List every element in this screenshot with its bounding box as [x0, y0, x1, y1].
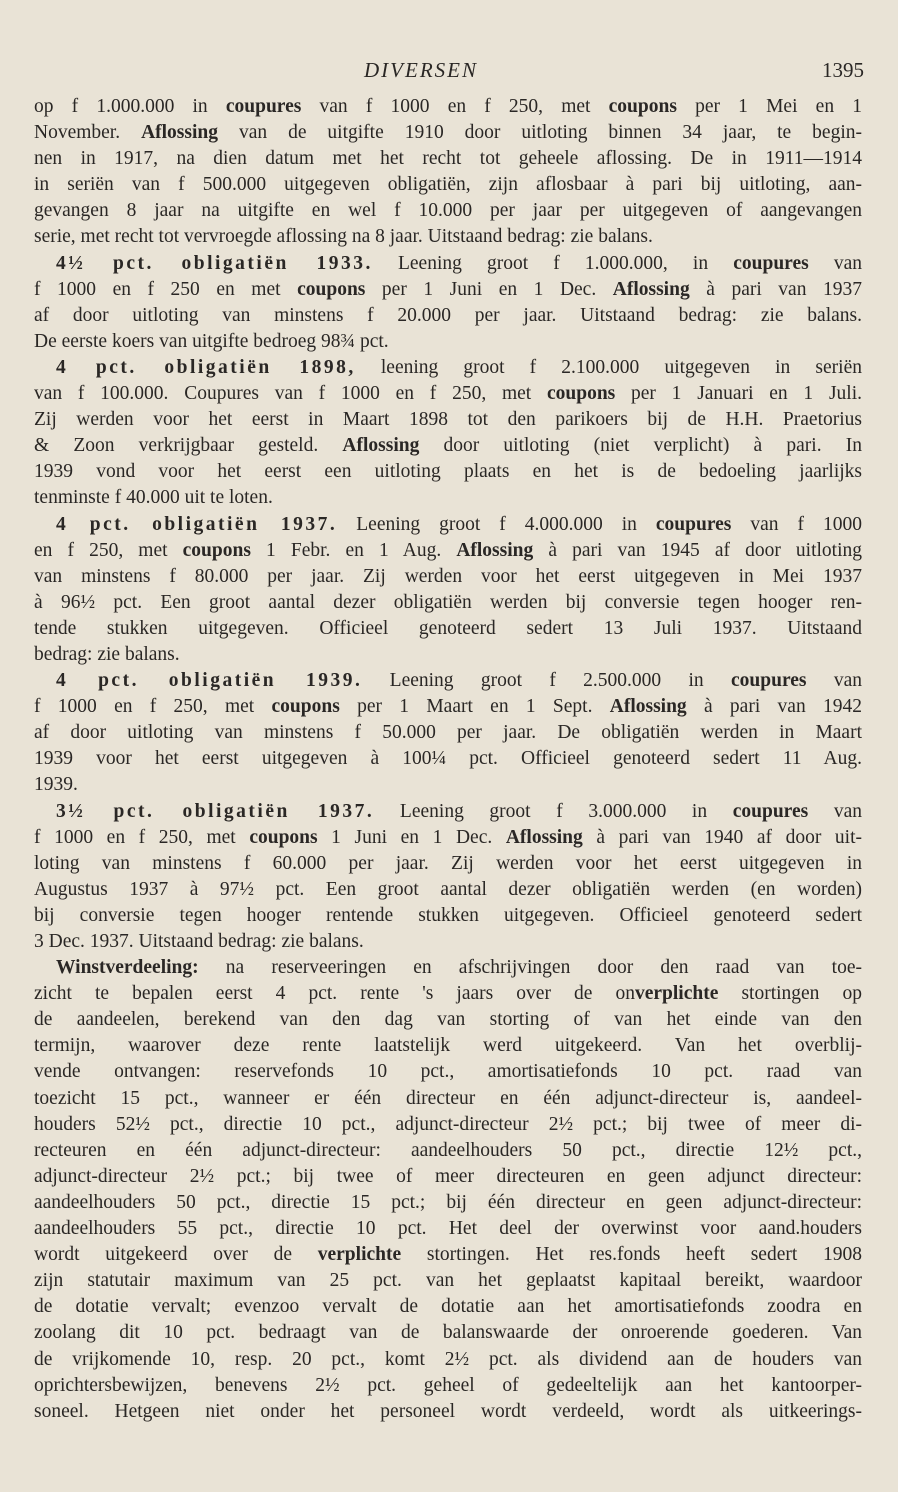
text-line: serie, met recht tot vervroegde aflossing na 8 jaar. Uitstaand bedrag: zie balans. [34, 226, 653, 248]
bold-keyword: Aflossing [141, 122, 218, 144]
section-heading: 4½ pct. obligatiën 1933. [56, 252, 373, 274]
text-line: de dotatie vervalt; evenzoo vervalt de dotatie aan het amortisatiefonds zoodra en [34, 1296, 862, 1318]
text-line: adjunct-directeur 2½ pct.; bij twee of meer directeuren en geen adjunct directeur: [34, 1165, 862, 1187]
text-line: loting van minstens f 60.000 per jaar. Zij werden voor het eerst uitgegeven in [34, 852, 862, 874]
bold-keyword: Aflossing [342, 435, 420, 457]
text-line: November. Aflossing van de uitgifte 1910 door uitloting binnen 34 jaar, te begin- [34, 122, 862, 144]
text-line: soneel. Hetgeen niet onder het personeel wordt verdeeld, wordt als uitkeerings- [34, 1400, 862, 1422]
bold-keyword: Winstverdeeling: [56, 957, 199, 979]
text-line: f 1000 en f 250, met coupons per 1 Maart en 1 Sept. Aflossing à pari van 1942 [34, 696, 862, 718]
text-line: 4 pct. obligatiën 1939. Leening groot f 2.500.000 in coupures van [56, 670, 862, 692]
text-line: en f 250, met coupons 1 Febr. en 1 Aug. Aflossing à pari van 1945 af door uitloting [34, 539, 862, 561]
text-line: 3½ pct. obligatiën 1937. Leening groot f 3.000.000 in coupures van [56, 800, 862, 822]
bold-keyword: coupons [608, 96, 677, 117]
bold-keyword: coupures [225, 96, 302, 117]
text-line: 4 pct. obligatiën 1898, leening groot f 2.100.000 uitgegeven in seriën [56, 356, 862, 378]
text-line: van f 100.000. Coupures van f 1000 en f 250, met coupons per 1 Januari en 1 Juli. [34, 383, 862, 405]
text-line: zijn statutair maximum van 25 pct. van het geplaatst kapitaal bereikt, waardoor [34, 1270, 862, 1292]
bold-keyword: coupures [731, 670, 807, 692]
text-line: in seriën van f 500.000 uitgegeven obligatiën, zijn aflosbaar à pari bij uitloting, aan- [34, 174, 862, 196]
text-line: af door uitloting van minstens f 20.000 per jaar. Uitstaand bedrag: zie balans. [34, 304, 862, 326]
body-text [34, 94, 862, 1425]
text-line: op f 1.000.000 in coupures van f 1000 en f 250, met coupons per 1 Mei en 1 [34, 96, 862, 117]
text-line: van minstens f 80.000 per jaar. Zij werden voor het eerst uitgegeven in Mei 1937 [34, 565, 862, 587]
text-line: 4½ pct. obligatiën 1933. Leening groot f 1.000.000, in coupures van [56, 252, 862, 274]
text-line: 1939. [34, 774, 78, 796]
text-line: Zij werden voor het eerst in Maart 1898 tot den parikoers bij de H.H. Praetorius [34, 409, 862, 431]
text-line: bij conversie tegen hooger rentende stukken uitgegeven. Officieel genoteerd sedert [34, 904, 862, 926]
section-heading: 4 pct. obligatiën 1939. [56, 670, 363, 692]
text-line: tende stukken uitgegeven. Officieel genoteerd sedert 13 Juli 1937. Uitstaand [34, 617, 862, 639]
bold-keyword: verplichte [634, 983, 719, 1005]
bold-keyword: verplichte [317, 1244, 402, 1266]
bold-keyword: coupons [546, 383, 616, 405]
text-line: recteuren en één adjunct-directeur: aandeelhouders 50 pct., directie 12½ pct., [34, 1139, 862, 1161]
bold-keyword: Aflossing [505, 826, 583, 848]
bold-keyword: coupures [732, 800, 809, 822]
text-line: f 1000 en f 250 en met coupons per 1 Juni en 1 Dec. Aflossing à pari van 1937 [34, 278, 862, 300]
text-line: zicht te bepalen eerst 4 pct. rente 's jaars over de onverplichte stortingen op [34, 983, 862, 1005]
text-line: de aandeelen, berekend van den dag van storting of van het einde van den [34, 1009, 862, 1031]
bold-keyword: coupons [271, 696, 340, 718]
bold-keyword: coupons [182, 539, 251, 561]
text-line: gevangen 8 jaar na uitgifte en wel f 10.000 per jaar per uitgegeven of aangevangen [34, 200, 862, 222]
text-line: de vrijkomende 10, resp. 20 pct., komt 2½ pct. als dividend aan de houders van [34, 1348, 862, 1370]
text-line: Winstverdeeling: na reserveeringen en afschrijvingen door den raad van toe- [56, 957, 862, 979]
text-line: wordt uitgekeerd over de verplichte stortingen. Het res.fonds heeft sedert 1908 [34, 1244, 862, 1266]
text-line: aandeelhouders 55 pct., directie 10 pct. Het deel der overwinst voor aand.houders [34, 1218, 862, 1240]
section-heading: 4 pct. obligatiën 1898, [56, 356, 356, 378]
bold-keyword: coupures [655, 513, 732, 535]
text-line: zoolang dit 10 pct. bedraagt van de balanswaarde der onroerende goederen. Van [34, 1322, 862, 1344]
bold-keyword: coupures [733, 252, 809, 274]
bold-keyword: coupons [297, 278, 366, 300]
text-line: Augustus 1937 à 97½ pct. Een groot aantal dezer obligatiën werden (en worden) [34, 878, 862, 900]
page-number: 1395 [822, 58, 864, 82]
text-line: 1939 voor het eerst uitgegeven à 100¼ pct. Officieel genoteerd sedert 11 Aug. [34, 748, 862, 770]
section-heading: 3½ pct. obligatiën 1937. [56, 800, 375, 822]
text-line: oprichtersbewijzen, benevens 2½ pct. geheel of gedeeltelijk aan het kantoorper- [34, 1374, 862, 1396]
text-line: De eerste koers van uitgifte bedroeg 98¾ pct. [34, 330, 389, 352]
bold-keyword: Aflossing [456, 539, 534, 561]
running-title: DIVERSEN [364, 58, 478, 82]
text-line: termijn, waarover deze rente laatstelijk werd uitgekeerd. Van het overblij- [34, 1035, 862, 1057]
text-line: bedrag: zie balans. [34, 643, 180, 665]
text-line: vende ontvangen: reservefonds 10 pct., amortisatiefonds 10 pct. raad van [34, 1061, 862, 1083]
page-header [0, 58, 898, 92]
bold-keyword: Aflossing [609, 696, 687, 718]
text-line: f 1000 en f 250, met coupons 1 Juni en 1 Dec. Aflossing à pari van 1940 af door uit- [34, 826, 862, 848]
bold-keyword: Aflossing [612, 278, 690, 300]
text-line: af door uitloting van minstens f 50.000 per jaar. De obligatiën werden in Maart [34, 722, 862, 744]
text-line: 3 Dec. 1937. Uitstaand bedrag: zie balans. [34, 931, 364, 952]
text-line: houders 52½ pct., directie 10 pct., adjunct-directeur 2½ pct.; bij twee of meer di- [34, 1113, 862, 1135]
text-line: & Zoon verkrijgbaar gesteld. Aflossing door uitloting (niet verplicht) à pari. In [34, 435, 862, 457]
text-line: aandeelhouders 50 pct., directie 15 pct.; bij één directeur en geen adjunct-directeur: [34, 1191, 862, 1213]
section-heading: 4 pct. obligatiën 1937. [56, 513, 338, 535]
text-line: tenminste f 40.000 uit te loten. [34, 487, 273, 509]
text-line: nen in 1917, na dien datum met het recht tot geheele aflossing. De in 1911—1914 [34, 148, 862, 170]
bold-keyword: coupons [249, 826, 318, 848]
text-line: toezicht 15 pct., wanneer er één directeur en één adjunct-directeur is, aandeel- [34, 1087, 862, 1109]
text-line: à 96½ pct. Een groot aantal dezer obligatiën werden bij conversie tegen hooger ren- [34, 591, 862, 613]
text-line: 4 pct. obligatiën 1937. Leening groot f 4.000.000 in coupures van f 1000 [56, 513, 862, 535]
text-line: 1939 vond voor het eerst een uitloting plaats en het is de bedoeling jaarlijks [34, 461, 862, 483]
